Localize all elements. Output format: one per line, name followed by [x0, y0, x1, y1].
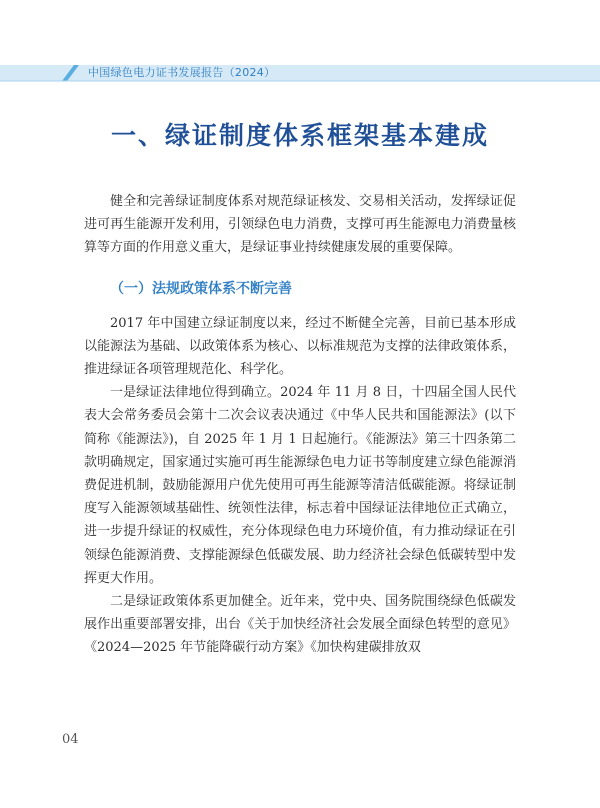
section-heading: （一）法规政策体系不断完善	[110, 280, 292, 297]
section-paragraph: 2017 年中国建立绿证制度以来，经过不断健全完善，目前已基本形成以能源法为基础、以政策体系为核心、以标准规范为支撑的法律政策体系，推进绿证各项管理规范化、科学化。	[84, 315, 516, 378]
report-title: 中国绿色电力证书发展报告（2024）	[88, 66, 276, 79]
body-content	[84, 190, 516, 660]
section-paragraph: 一是绿证法律地位得到确立。2024 年 11 月 8 日，十四届全国人民代表大会常务委员会第十二次会议表决通过《中华人民共和国能源法》(以下简称《能源法》)，自 2025 年 1 月 1 日起施行。《能源法》第三十四条第二款明确规定，国家通过实施可再生能源绿色电力证书等制度建立绿色能源消费促进机制，鼓励能源用户优先使用可再生能源等清洁低碳能源。将绿证制度写入能源领域基础性、统领性法律，标志着中国绿证法律地位正式确立，进一步提升绿证的权威性，充分体现绿色电力环境价值，有力推动绿证在引领绿色能源消费、支撑能源绿色低碳发展、助力经济社会绿色低碳转型中发挥更大作用。	[84, 385, 516, 586]
page-number: 04	[62, 732, 79, 747]
chapter-title: 一、绿证制度体系框架基本建成	[110, 121, 489, 150]
intro-paragraph: 健全和完善绿证制度体系对规范绿证核发、交易相关活动，发挥绿证促进可再生能源开发利用，引领绿色电力消费，支撑可再生能源电力消费量核算等方面的作用意义重大，是绿证事业持续健康发展的重要保障。	[84, 194, 516, 256]
section-paragraph: 二是绿证政策体系更加健全。近年来，党中央、国务院围绕绿色低碳发展作出重要部署安排，出台《关于加快经济社会发展全面绿色转型的意见》《2024—2025 年节能降碳行动方案》《加快构建碳排放双	[84, 594, 516, 656]
